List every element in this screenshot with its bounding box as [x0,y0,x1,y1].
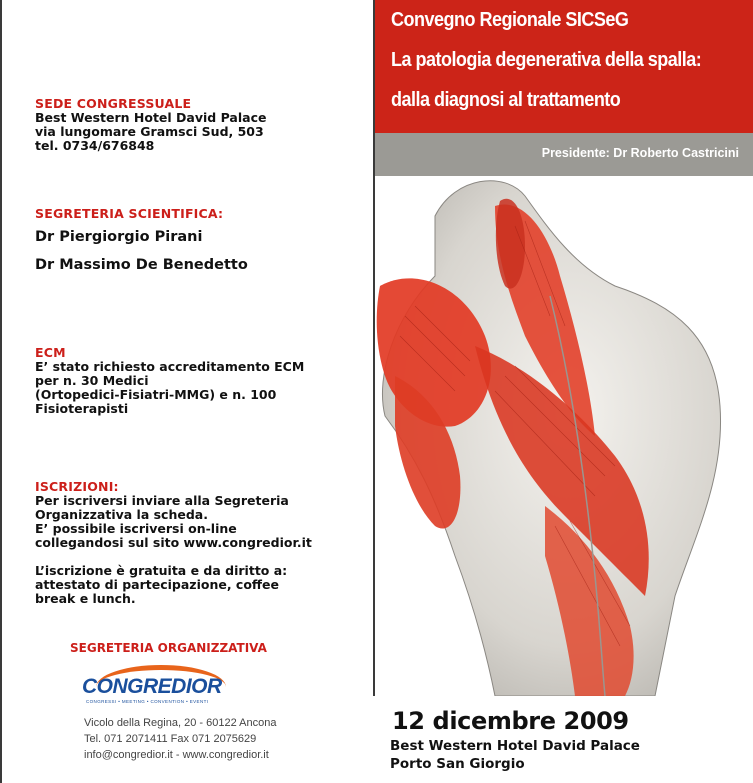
venue-line: Porto San Giorgio [390,756,525,772]
scientifica-section [35,206,355,279]
address-contacts[interactable]: info@congredior.it - www.congredior.it [84,749,269,761]
iscrizioni-line: attestato di partecipazione, coffee [35,577,279,592]
title-line-1: Convegno Regionale SICSeG [391,8,629,31]
event-venue [390,737,640,773]
congredior-logo [82,665,242,707]
organizzativa-address [84,715,276,763]
sede-section [35,96,355,153]
iscrizioni-line: L’iscrizione è gratuita e da diritto a: [35,563,288,578]
iscrizioni-heading: ISCRIZIONI: [35,479,119,494]
iscrizioni-line: Per iscriversi inviare alla Segreteria [35,493,289,508]
president-label: Presidente: Dr Roberto Castricini [541,146,739,160]
sede-line: via lungomare Gramsci Sud, 503 [35,124,264,139]
iscrizioni-line: break e lunch. [35,591,136,606]
iscrizioni-section [35,479,355,606]
title-banner [373,0,753,133]
ecm-line: Fisioterapisti [35,401,129,416]
address-phone: Tel. 071 2071411 Fax 071 2075629 [84,733,257,745]
event-date: 12 dicembre 2009 [392,707,629,735]
ecm-line: (Ortopedici-Fisiatri-MMG) e n. 100 [35,387,277,402]
ecm-line: E’ stato richiesto accreditamento ECM [35,359,305,374]
logo-wordmark: CONGREDIOR [82,675,222,698]
ecm-line: per n. 30 Medici [35,373,149,388]
left-panel [0,0,373,783]
iscrizioni-line: E’ possibile iscriversi on-line [35,521,237,536]
sede-heading: SEDE CONGRESSUALE [35,96,192,111]
title-line-3: dalla diagnosi al trattamento [391,88,621,111]
title-line-2: La patologia degenerativa della spalla: [391,48,702,71]
anatomy-illustration [375,176,753,696]
scientifica-name: Dr Massimo De Benedetto [35,257,248,273]
iscrizioni-link-line[interactable]: collegandosi sul sito www.congredior.it [35,535,312,550]
scientifica-name: Dr Piergiorgio Pirani [35,229,203,245]
ecm-section [35,345,355,416]
scientifica-heading: SEGRETERIA SCIENTIFICA: [35,206,224,221]
sede-line: Best Western Hotel David Palace [35,110,267,125]
iscrizioni-line: Organizzativa la scheda. [35,507,208,522]
left-border [0,0,2,783]
address-line: Vicolo della Regina, 20 - 60122 Ancona [84,717,277,729]
sede-line: tel. 0734/676848 [35,138,155,153]
ecm-heading: ECM [35,345,66,360]
logo-subtext: CONGRESSI • MEETING • CONVENTION • EVENTI [86,699,209,704]
venue-line: Best Western Hotel David Palace [390,738,640,754]
organizzativa-heading: SEGRETERIA ORGANIZZATIVA [70,641,267,655]
